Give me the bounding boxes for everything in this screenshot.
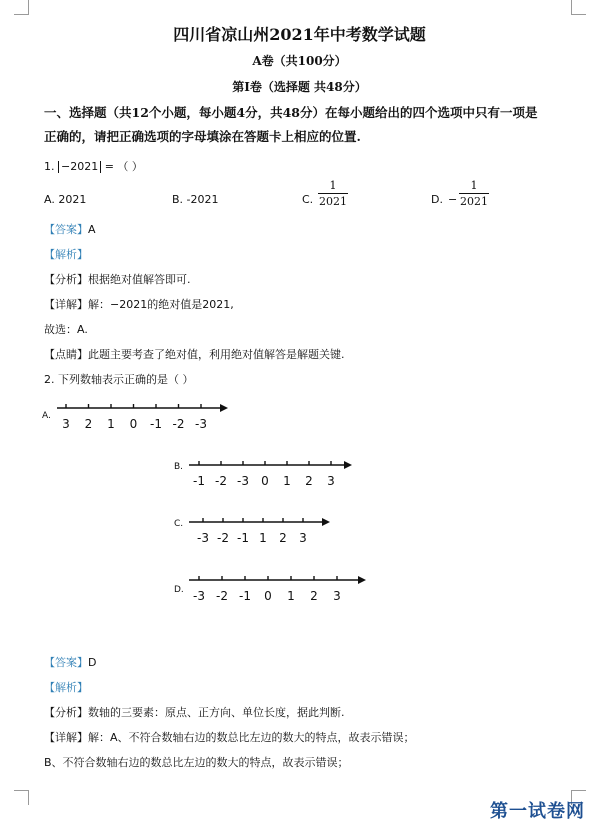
q1-stem xyxy=(44,158,143,174)
q1-option-c-prefix: C. xyxy=(302,193,314,206)
number-line-a-tick-label: 0 xyxy=(129,417,138,431)
number-line-c-arrow xyxy=(322,518,330,526)
q1-answer-value: A xyxy=(88,223,96,236)
number-line-c-tick-label: 1 xyxy=(259,531,267,545)
number-line-c-tick-label: -2 xyxy=(217,531,229,545)
q1-option-d-sign: − xyxy=(448,193,458,206)
q2-answer xyxy=(44,654,96,670)
paper-a-heading: A卷（共100分） xyxy=(252,54,347,68)
number-line-d-tick-label: 2 xyxy=(310,589,318,603)
number-line-d-arrow xyxy=(358,576,366,584)
q1-option-c-numerator: 1 xyxy=(329,179,337,192)
number-line-c xyxy=(172,512,372,556)
crop-mark-top-left xyxy=(14,0,29,15)
number-line-a-tick-label: -3 xyxy=(195,417,207,431)
number-line-d-tick-label: 1 xyxy=(287,589,295,603)
number-line-a-tick-label: 1 xyxy=(107,417,115,431)
number-line-d xyxy=(172,570,382,614)
q1-number: 1. xyxy=(44,160,55,173)
number-line-c-tick-label: -3 xyxy=(197,531,209,545)
number-line-b-arrow xyxy=(344,461,352,469)
number-line-b-tick-label: -2 xyxy=(215,474,227,488)
number-line-b-tick-label: -3 xyxy=(237,474,249,488)
q1-answer-tag: 【答案】 xyxy=(44,223,88,236)
q1-xiangjie: 【详解】解：−2021的绝对值是2021, xyxy=(44,298,234,311)
number-line-b-tick-label: 3 xyxy=(327,474,335,488)
number-line-b-tick-label: 2 xyxy=(305,474,313,488)
q1-option-c-denominator: 2021 xyxy=(319,195,347,208)
number-line-c-svg xyxy=(172,512,372,552)
number-line-c-tick-label: -1 xyxy=(237,531,249,545)
number-line-d-tick-label: -3 xyxy=(193,589,205,603)
number-line-d-label: D. xyxy=(174,585,184,595)
number-line-a-arrow xyxy=(220,404,228,412)
number-line-c-tick-label: 2 xyxy=(279,531,287,545)
number-line-b-tick-label: -1 xyxy=(193,474,205,488)
q2-answer-value: D xyxy=(88,656,97,669)
number-line-d-tick-label: -2 xyxy=(216,589,228,603)
q2-analysis-tag: 【解析】 xyxy=(44,681,88,694)
number-line-d-tick-label: -1 xyxy=(239,589,251,603)
q2-xiangjie: 【详解】解：A、不符合数轴右边的数总比左边的数大的特点，故表示错误； xyxy=(44,731,415,744)
q1-option-d-denominator: 2021 xyxy=(460,195,488,208)
q1-analysis-tag: 【解析】 xyxy=(44,248,88,261)
q1-option-b: B. -2021 xyxy=(172,193,219,206)
crop-mark-top-right xyxy=(571,0,586,15)
q2-answer-tag: 【答案】 xyxy=(44,656,88,669)
number-line-a-label: A. xyxy=(42,411,51,421)
number-line-d-tick-label: 3 xyxy=(333,589,341,603)
number-line-c-tick-label: 3 xyxy=(299,531,307,545)
q1-answer xyxy=(44,221,96,237)
section-intro-line2: 正确的，请把正确选项的字母填涂在答题卡上相应的位置. xyxy=(44,129,361,144)
number-line-a-tick-label: -2 xyxy=(172,417,185,431)
part1-heading: 第I卷（选择题 共48分） xyxy=(232,80,367,94)
crop-mark-bottom-left xyxy=(14,790,29,805)
q1-guxuan: 故选：A. xyxy=(44,323,88,336)
number-line-b xyxy=(172,455,372,499)
number-line-a-tick-label: 3 xyxy=(62,417,70,431)
number-line-a-svg xyxy=(40,398,240,438)
number-line-c-label: C. xyxy=(174,519,184,529)
page-title: 四川省凉山州2021年中考数学试题 xyxy=(173,25,426,44)
number-line-d-svg xyxy=(172,570,382,610)
q1-option-d-fraction xyxy=(459,179,489,208)
number-line-b-tick-label: 0 xyxy=(261,474,269,488)
q2-stem: 2. 下列数轴表示正确的是（ ） xyxy=(44,373,194,386)
q2-option-b-explanation: B、不符合数轴右边的数总比左边的数大的特点，故表示错误； xyxy=(44,756,349,769)
q1-abs-expr: −2021 xyxy=(58,161,101,173)
q1-tail: = （ ） xyxy=(104,160,143,173)
number-line-a-tick-label: 2 xyxy=(84,417,93,431)
number-line-b-svg xyxy=(172,455,372,495)
q1-fenxi: 【分析】根据绝对值解答即可. xyxy=(44,273,191,286)
q1-option-a: A. 2021 xyxy=(44,193,87,206)
q1-option-c-fraction xyxy=(318,179,348,208)
q1-option-d-numerator: 1 xyxy=(470,179,478,192)
q2-fenxi: 【分析】数轴的三要素：原点、正方向、单位长度，据此判断. xyxy=(44,706,345,719)
number-line-a xyxy=(40,398,240,442)
watermark-logo: 第一试卷网 xyxy=(490,801,585,822)
q1-dianjing: 【点睛】此题主要考查了绝对值，利用绝对值解答是解题关键. xyxy=(44,348,345,361)
number-line-d-tick-label: 0 xyxy=(264,589,272,603)
number-line-b-label: B. xyxy=(174,462,184,472)
q1-option-d-prefix: D. xyxy=(431,193,443,206)
number-line-b-tick-label: 1 xyxy=(283,474,291,488)
number-line-a-tick-label: -1 xyxy=(150,417,162,431)
section-intro-line1: 一、选择题（共12个小题，每小题4分，共48分）在每小题给出的四个选项中只有一项是 xyxy=(44,105,538,120)
